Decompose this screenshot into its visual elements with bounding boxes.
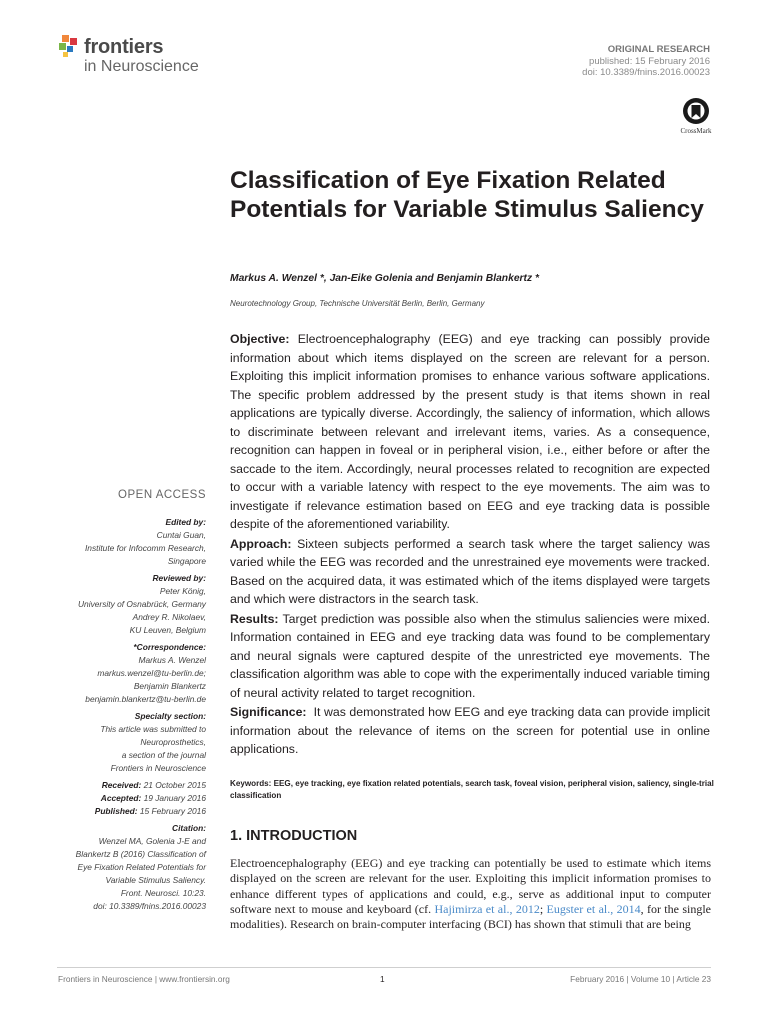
- citation-link-hajimirza[interactable]: Hajimirza et al., 2012: [434, 901, 540, 916]
- specialty-section-label: Specialty section:: [134, 711, 206, 722]
- significance-label: Significance:: [230, 705, 307, 719]
- results-label: Results:: [230, 611, 279, 626]
- intro-text-c: , for the single modalities). Research on brain-computer interfacing (BCI) has shown that stimuli that are being: [230, 901, 711, 932]
- citation-line: Variable Stimulus Saliency.: [105, 875, 206, 886]
- citation-line: Blankertz B (2016) Classification of: [75, 849, 206, 860]
- affiliation: Neurotechnology Group, Technische Universität Berlin, Berlin, Germany: [230, 299, 485, 308]
- correspondence-email[interactable]: markus.wenzel@tu-berlin.de;: [97, 667, 206, 678]
- objective-text: Electroencephalography (EEG) and eye tracking can possibly provide information about which items displayed on the screen are relevant for a person. Exploiting this implicit information promises to enhance various software applications. The specific problem addressed by the present study is that items shown in real applications are typically diverse. Accordingly, the saliency of information, which allows to discriminate between relevant and irrelevant items, varies. As a consequence, recognition can happen in foveal or in peripheral vision, i.e., either before or after the saccade to the item. Accordingly, neural processes related to recognition are expected to occur with a variable latency with respect to the eye movements. The aim was to investigate if relevance estimation based on EEG and eye tracking data is possible despite of the aforementioned variability.: [230, 332, 710, 531]
- correspondence-email[interactable]: benjamin.blankertz@tu-berlin.de: [85, 693, 206, 704]
- reviewer-line: Peter König,: [159, 586, 206, 597]
- received-date: Received: 21 October 2015: [101, 780, 206, 791]
- abstract: [230, 330, 714, 760]
- citation-line: Wenzel MA, Golenia J-E and: [98, 836, 206, 847]
- citation-line: Eye Fixation Related Potentials for: [77, 862, 206, 873]
- footer-journal-link[interactable]: Frontiers in Neuroscience | www.frontiersin.org: [58, 974, 230, 984]
- reviewed-by-label: Reviewed by:: [152, 573, 206, 584]
- page-number: 1: [380, 974, 385, 984]
- editor-line: Cuntai Guan,: [156, 529, 206, 540]
- crossmark-icon: [672, 96, 720, 128]
- citation-doi[interactable]: doi: 10.3389/fnins.2016.00023: [93, 900, 206, 911]
- article-title: Classification of Eye Fixation Related Potentials for Variable Stimulus Saliency: [230, 167, 704, 223]
- editor-line: Institute for Infocomm Research,: [84, 542, 206, 553]
- specialty-line: Neuroprosthetics,: [140, 737, 206, 747]
- intro-text-b: ;: [539, 901, 547, 916]
- reviewer-line: University of Osnabrück, Germany: [78, 598, 206, 609]
- reviewer-line: KU Leuven, Belgium: [129, 624, 206, 635]
- footer-divider: [57, 967, 711, 968]
- specialty-line: Frontiers in Neuroscience: [110, 762, 206, 773]
- abstract-approach: [230, 535, 710, 609]
- edited-by-label: Edited by:: [165, 517, 206, 527]
- logo-journal-text: in Neuroscience: [84, 58, 199, 75]
- citation-label: Citation:: [172, 823, 206, 834]
- results-text: Target prediction was possible also when the stimulus saliencies were mixed. Information contained in EEG and eye tracking data was found to be complementary and neural signals were captured despite of the unrestricted eye movements. The classification algorithm was able to cope with the experimentally induced variable timing of neural activity related to target recognition.: [230, 611, 710, 700]
- abstract-significance: [230, 703, 714, 759]
- article-type: ORIGINAL RESEARCH: [607, 44, 710, 55]
- crossmark-label: CrossMark: [680, 127, 712, 135]
- abstract-objective: [230, 330, 710, 534]
- introduction-text: [230, 856, 711, 932]
- footer-issue-info: February 2016 | Volume 10 | Article 23: [570, 974, 711, 984]
- section-heading-introduction: 1. INTRODUCTION: [230, 828, 358, 844]
- journal-logo[interactable]: [58, 34, 228, 82]
- abstract-results: [230, 610, 710, 703]
- correspondence-line: Markus A. Wenzel: [138, 655, 206, 666]
- objective-label: Objective:: [230, 332, 290, 346]
- crossmark-badge[interactable]: [672, 96, 720, 138]
- editor-line: Singapore: [167, 555, 206, 566]
- correspondence-label: *Correspondence:: [133, 642, 206, 653]
- logo-frontiers-text: frontiers: [84, 36, 164, 58]
- article-meta-header: [582, 44, 710, 79]
- doi-link[interactable]: doi: 10.3389/fnins.2016.00023: [582, 67, 710, 78]
- keywords: Keywords: EEG, eye tracking, eye fixation related potentials, search task, foveal vision, peripheral vision, saliency, single-trial classification: [230, 779, 714, 800]
- published-date-sidebar: Published: 15 February 2016: [94, 806, 206, 817]
- approach-text: Sixteen subjects performed a search task where the target saliency was varied while the EEG was recorded and the unrestrained eye movements were tracked. Based on the acquired data, it was estimated which of the items displayed were targets and which were distractors in the search task.: [230, 536, 710, 606]
- approach-label: Approach:: [230, 536, 292, 551]
- frontiers-logo-icon: [58, 34, 82, 60]
- accepted-date: Accepted: 19 January 2016: [100, 793, 206, 804]
- intro-text-a: Electroencephalography (EEG) and eye tracking can potentially be used to estimate which items displayed on the screen are relevant for the user. Exploiting this implicit information promises to enhance different types of applications and could, e.g., serve as additional input to computer software next to mouse and keyboard (cf.: [230, 856, 711, 916]
- article-info-sidebar: [50, 516, 206, 913]
- significance-text: It was demonstrated how EEG and eye tracking data can provide implicit information about the relevance of items on the screen for potential use in online applications.: [230, 705, 714, 756]
- published-date: published: 15 February 2016: [589, 55, 710, 67]
- reviewer-line: Andrey R. Nikolaev,: [132, 611, 206, 622]
- open-access-label: OPEN ACCESS: [118, 489, 206, 501]
- specialty-line: a section of the journal: [121, 749, 206, 760]
- specialty-line: This article was submitted to: [100, 724, 206, 735]
- author-list[interactable]: Markus A. Wenzel *, Jan-Eike Golenia and Benjamin Blankertz *: [230, 273, 539, 284]
- correspondence-line: Benjamin Blankertz: [133, 680, 206, 691]
- citation-line: Front. Neurosci. 10:23.: [120, 887, 206, 898]
- citation-link-eugster[interactable]: Eugster et al., 2014: [546, 901, 641, 916]
